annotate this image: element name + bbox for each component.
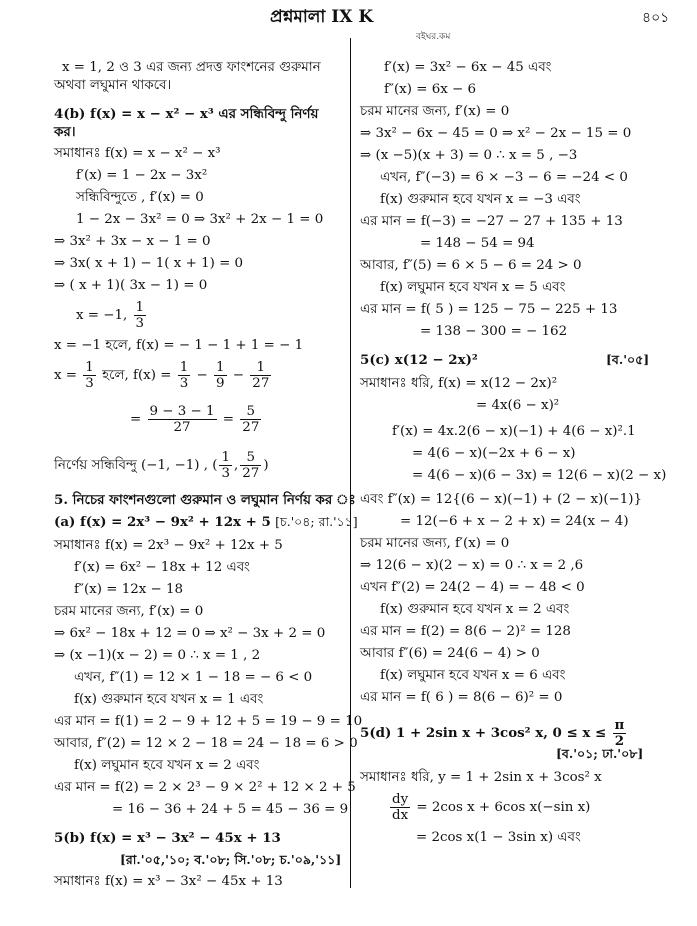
text-span: ) (263, 458, 269, 473)
equation-line: f′(x) = 4x.2(6 − x)(−1) + 4(6 − x)².1 (392, 424, 636, 439)
page-number: ৪০১ (642, 10, 670, 26)
solution-line: সমাধানঃ f(x) = x − x² − x³ (54, 146, 221, 161)
equation-line: f′(x) = 3x² − 6x − 45 এবং (384, 60, 552, 75)
problem-heading-4b: 4(b) f(x) = x − x² − x³ এর সন্ধিবিন্দু নির্ণয় (54, 106, 319, 122)
solution-line: সমাধানঃ f(x) = x³ − 3x² − 45x + 13 (54, 874, 283, 889)
numerator: 1 (85, 360, 94, 375)
equation-line: x = −1 হলে, f(x) = − 1 − 1 + 1 = − 1 (54, 338, 304, 353)
equation-line: f′(x) = 1 − 2x − 3x² (76, 168, 208, 183)
fraction (240, 404, 261, 435)
text-line: f(x) লঘুমান হবে যখন x = 6 এবং (380, 668, 566, 683)
problem-heading-5b: 5(b) f(x) = x³ − 3x² − 45x + 13 (54, 830, 281, 846)
text-span: − (196, 368, 208, 383)
equation-line: ⇒ 3x² + 3x − x − 1 = 0 (54, 234, 211, 249)
text-span: x = (54, 368, 78, 383)
text-span: (a) f(x) = 2x³ − 9x² + 12x + 5 (54, 514, 271, 530)
equation-line: = 2cos x(1 − 3sin x) এবং (416, 830, 581, 845)
equation-line (130, 404, 263, 435)
column-divider (350, 38, 351, 888)
numerator: 5 (240, 404, 261, 420)
numerator: 1 (216, 360, 225, 375)
denominator: 3 (85, 376, 94, 391)
denominator: 9 (216, 376, 225, 391)
exam-reference: [ব.'০৫] (606, 352, 650, 367)
fraction (134, 300, 147, 331)
equation-line: এর মান = f( 6 ) = 8(6 − 6)² = 0 (360, 690, 563, 705)
watermark: বইঘর.কম (416, 32, 451, 42)
text-span: ( (212, 458, 218, 473)
fraction (390, 792, 410, 823)
text-span: নির্ণেয় সন্ধিবিন্দু (−1, −1) , (54, 458, 208, 473)
text-span: − (232, 368, 245, 383)
exam-reference: [রা.'০৫,'১০; ব.'০৮; সি.'০৮; চ.'০৯,'১১] (120, 852, 342, 867)
exam-reference: [ব.'০১; ঢা.'০৮] (556, 746, 644, 761)
denominator: 3 (179, 376, 189, 391)
equation-line: f″(x) = 12x − 18 (74, 582, 184, 597)
fraction (250, 360, 271, 391)
denominator: 3 (135, 316, 145, 331)
equation-line: = 148 − 54 = 94 (420, 236, 535, 251)
equation-line (76, 300, 148, 331)
equation-line: = 4x(6 − x)² (476, 398, 560, 413)
text-span: 5(c) x(12 − 2x)² (360, 352, 478, 368)
equation-line: ⇒ 12(6 − x)(2 − x) = 0 ∴ x = 2 ,6 (360, 558, 584, 573)
numerator: π (614, 717, 625, 733)
equation-line: = 12(−6 + x − 2 + x) = 24(x − 4) (400, 514, 629, 529)
equation-line: এর মান = f(1) = 2 − 9 + 12 + 5 = 19 − 9 = 10 (54, 714, 363, 729)
problem-heading-5: 5. নিচের ফাংশনগুলো গুরুমান ও লঘুমান নির্ণয় কর ঃ (54, 492, 356, 508)
equation-line: ⇒ 3x² − 6x − 45 = 0 ⇒ x² − 2x − 15 = 0 (360, 126, 632, 141)
equation-line: ⇒ (x −5)(x + 3) = 0 ∴ x = 5 , −3 (360, 148, 578, 163)
text-line: f(x) গুরুমান হবে যখন x = 2 এবং (380, 602, 570, 617)
equation-line (388, 792, 590, 823)
fraction (83, 360, 96, 391)
text-span: x = −1, (76, 308, 128, 323)
text-span: = (130, 412, 142, 427)
denominator: 3 (221, 466, 230, 481)
text-line: অথবা লঘুমান থাকবে। (54, 78, 172, 93)
text-line: x = 1, 2 ও 3 এর জন্য প্রদত্ত ফাংশনের গুরুমান (62, 60, 321, 75)
problem-heading-5a (54, 514, 358, 531)
equation-line: ⇒ 3x( x + 1) − 1( x + 1) = 0 (54, 256, 244, 271)
equation-line: আবার, f″(2) = 12 × 2 − 18 = 24 − 18 = 6 > 0 (54, 736, 358, 751)
numerator: 1 (179, 360, 189, 375)
equation-line (54, 360, 273, 391)
text-line: কর। (54, 124, 76, 140)
solution-line: সমাধানঃ f(x) = 2x³ − 9x² + 12x + 5 (54, 538, 283, 553)
equation-line: আবার f″(6) = 24(6 − 4) > 0 (360, 646, 540, 661)
solution-line: সমাধানঃ ধরি, f(x) = x(12 − 2x)² (360, 376, 558, 391)
text-line: f(x) লঘুমান হবে যখন x = 5 এবং (380, 280, 566, 295)
equation-line: 1 − 2x − 3x² = 0 ⇒ 3x² + 2x − 1 = 0 (76, 212, 324, 227)
equation-line: এর মান = f(2) = 2 × 2³ − 9 × 2² + 12 × 2 + 5 (54, 780, 356, 795)
text-line: সন্ধিবিন্দুতে , f′(x) = 0 (76, 190, 204, 205)
fraction (214, 360, 227, 391)
numerator: 5 (240, 450, 261, 466)
equation-line: ⇒ ( x + 1)( 3x − 1) = 0 (54, 278, 208, 293)
problem-heading-5c (360, 352, 478, 369)
text-line: চরম মানের জন্য, f′(x) = 0 (360, 104, 510, 119)
denominator: 27 (252, 376, 270, 391)
equation-line: = 16 − 36 + 24 + 5 = 45 − 36 = 9 (112, 802, 349, 817)
denominator: 27 (173, 420, 191, 435)
text-line: f(x) গুরুমান হবে যখন x = −3 এবং (380, 192, 581, 207)
text-line: f(x) লঘুমান হবে যখন x = 2 এবং (74, 758, 260, 773)
equation-line: এবং f″(x) = 12{(6 − x)(−1) + (2 − x)(−1)} (360, 492, 643, 507)
fraction (178, 360, 191, 391)
text-line: চরম মানের জন্য, f′(x) = 0 (54, 604, 204, 619)
equation-line: ⇒ (x −1)(x − 2) = 0 ∴ x = 1 , 2 (54, 648, 261, 663)
numerator: 1 (135, 300, 145, 315)
fraction (148, 404, 217, 435)
numerator: 1 (250, 360, 271, 376)
fraction (219, 450, 232, 481)
equation-line: = 4(6 − x)(−2x + 6 − x) (412, 446, 576, 461)
text-span: = (222, 412, 235, 427)
page-title: প্রশ্নমালা IX K (270, 7, 374, 27)
equation-line: এর মান = f(2) = 8(6 − 2)² = 128 (360, 624, 571, 639)
denominator: 2 (614, 733, 625, 749)
numerator: dy (392, 792, 409, 807)
equation-line: এখন, f″(1) = 12 × 1 − 18 = − 6 < 0 (74, 670, 313, 685)
numerator: 9 − 3 − 1 (149, 404, 215, 419)
equation-line: = 4(6 − x)(6 − 3x) = 12(6 − x)(2 − x) (412, 468, 667, 483)
answer-line (54, 450, 269, 481)
text-line: f(x) গুরুমান হবে যখন x = 1 এবং (74, 692, 264, 707)
denominator: 27 (242, 466, 260, 481)
text-span: , (234, 458, 239, 473)
text-span: 5(d) 1 + 2sin x + 3cos² x, 0 ≤ x ≤ (360, 725, 607, 741)
text-span: = 2cos x + 6cos x(−sin x) (416, 800, 591, 815)
solution-line: সমাধানঃ ধরি, y = 1 + 2sin x + 3cos² x (360, 770, 602, 785)
denominator: 27 (242, 420, 260, 435)
text-span: হলে, f(x) = (102, 368, 172, 383)
equation-line: আবার, f″(5) = 6 × 5 − 6 = 24 > 0 (360, 258, 582, 273)
denominator: dx (392, 808, 409, 823)
exam-reference: [চ.'০৪; রা.'১১] (275, 514, 358, 529)
fraction (240, 450, 261, 481)
equation-line: f′(x) = 6x² − 18x + 12 এবং (74, 560, 250, 575)
equation-line: এখন f″(2) = 24(2 − 4) = − 48 < 0 (360, 580, 585, 595)
numerator: 1 (221, 450, 230, 465)
text-line: চরম মানের জন্য, f′(x) = 0 (360, 536, 510, 551)
equation-line: এখন, f″(−3) = 6 × −3 − 6 = −24 < 0 (380, 170, 628, 185)
page-header (0, 4, 697, 28)
equation-line: = 138 − 300 = − 162 (420, 324, 568, 339)
equation-line: এর মান = f(−3) = −27 − 27 + 135 + 13 (360, 214, 623, 229)
problem-heading-5d (360, 718, 628, 749)
equation-line: ⇒ 6x² − 18x + 12 = 0 ⇒ x² − 3x + 2 = 0 (54, 626, 326, 641)
equation-line: f″(x) = 6x − 6 (384, 82, 477, 97)
fraction (613, 718, 627, 749)
equation-line: এর মান = f( 5 ) = 125 − 75 − 225 + 13 (360, 302, 618, 317)
